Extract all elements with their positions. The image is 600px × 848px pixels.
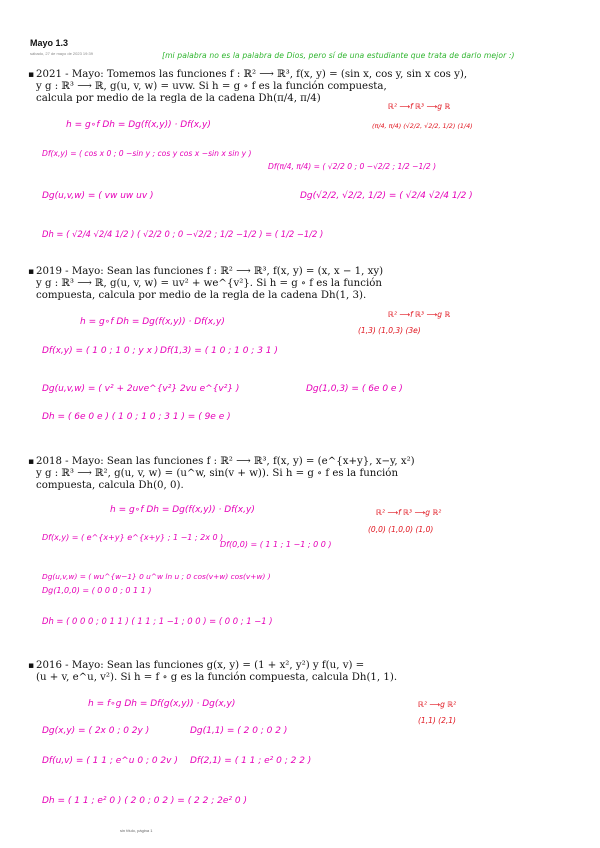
diagram-top: ℝ² ⟶f ℝ³ ⟶g ℝ² (376, 508, 442, 517)
diagram-top: ℝ² ⟶f ℝ³ ⟶g ℝ (388, 102, 451, 111)
statement-line: y g : ℝ³ ⟶ ℝ, g(u, v, w) = uv² + we^{v²}. Si h = g ∘ f es la función (36, 278, 382, 289)
statement-line: compuesta, calcula por medio de la regla de la cadena Dh(1, 3). (36, 290, 367, 301)
problem-2019 (28, 266, 576, 302)
statement-line: (u + v, e^u, v²). Si h = f ∘ g es la función compuesta, calcula Dh(1, 1). (36, 672, 398, 683)
handwritten-note: [mi palabra no es la palabra de Dios, pero sí de una estudiante que trata de darlo mejor :) (162, 51, 515, 60)
work-line: h = g∘f Dh = Dg(f(x,y)) · Df(x,y) (80, 317, 225, 327)
work-line: Df(x,y) = ( 1 0 ; 1 0 ; y x ) (42, 346, 159, 356)
diagram-bottom: (1,1) (2,1) (418, 716, 456, 725)
statement-line: calcula por medio de la regla de la cadena Dh(π/4, π/4) (36, 93, 321, 104)
work-line: h = g∘f Dh = Dg(f(x,y)) · Df(x,y) (110, 505, 255, 515)
bullet-icon: ▪ (28, 457, 35, 467)
work-line: Dg(1,0,0) = ( 0 0 0 ; 0 1 1 ) (42, 586, 152, 595)
work-line: Df(2,1) = ( 1 1 ; e² 0 ; 2 2 ) (190, 756, 312, 766)
work-line: h = f∘g Dh = Df(g(x,y)) · Dg(x,y) (88, 699, 236, 709)
bullet-icon: ▪ (28, 267, 35, 277)
work-line: Dg(√2/2, √2/2, 1/2) = ( √2/4 √2/4 1/2 ) (300, 191, 473, 201)
diagram-bottom: (1,3) (1,0,3) (3e) (358, 326, 421, 335)
work-line: Dh = ( 0 0 0 ; 0 1 1 ) ( 1 1 ; 1 −1 ; 0 0 ) = ( 0 0 ; 1 −1 ) (42, 616, 273, 626)
statement-line: 2018 - Mayo: Sean las funciones f : ℝ² ⟶ ℝ³, f(x, y) = (e^{x+y}, x−y, x²) (36, 456, 415, 467)
statement-line: y g : ℝ³ ⟶ ℝ, g(u, v, w) = uvw. Si h = g ∘ f es la función compuesta, (36, 81, 387, 92)
work-line: Df(0,0) = ( 1 1 ; 1 −1 ; 0 0 ) (220, 540, 332, 549)
statement-line: compuesta, calcula Dh(0, 0). (36, 480, 184, 491)
statement-line: 2016 - Mayo: Sean las funciones g(x, y) = (1 + x², y²) y f(u, v) = (36, 660, 365, 671)
problem-2016 (28, 660, 576, 684)
diagram-top: ℝ² ⟶f ℝ³ ⟶g ℝ (388, 310, 451, 319)
work-line: Dh = ( 1 1 ; e² 0 ) ( 2 0 ; 0 2 ) = ( 2 2 ; 2e² 0 ) (42, 796, 247, 806)
problem-2021 (28, 69, 576, 105)
diagram-bottom: (π/4, π/4) (√2/2, √2/2, 1/2) (1/4) (372, 122, 473, 130)
problem-2018 (28, 456, 576, 492)
page-footer: sin título, página 1 (120, 828, 153, 833)
work-line: Dg(1,1) = ( 2 0 ; 0 2 ) (190, 726, 288, 736)
work-line: Df(x,y) = ( cos x 0 ; 0 −sin y ; cos y cos x −sin x sin y ) (42, 149, 252, 158)
diagram-top: ℝ² ⟶g ℝ² (418, 700, 457, 709)
work-line: Dg(1,0,3) = ( 6e 0 e ) (306, 384, 403, 394)
bullet-icon: ▪ (28, 661, 35, 671)
page-date: sábado, 27 de mayo de 2023 19:39 (30, 51, 93, 56)
work-line: h = g∘f Dh = Dg(f(x,y)) · Df(x,y) (66, 120, 211, 130)
work-line: Dh = ( 6e 0 e ) ( 1 0 ; 1 0 ; 3 1 ) = ( 9e e ) (42, 412, 231, 422)
work-line: Dg(u,v,w) = ( v² + 2uve^{v²} 2vu e^{v²} ) (42, 384, 240, 394)
statement-line: 2019 - Mayo: Sean las funciones f : ℝ² ⟶ ℝ³, f(x, y) = (x, x − 1, xy) (36, 266, 384, 277)
work-line: Dg(u,v,w) = ( wu^{w−1} 0 u^w ln u ; 0 cos(v+w) cos(v+w) ) (42, 572, 271, 581)
work-line: Df(x,y) = ( e^{x+y} e^{x+y} ; 1 −1 ; 2x 0 ) (42, 533, 224, 542)
statement-line: 2021 - Mayo: Tomemos las funciones f : ℝ² ⟶ ℝ³, f(x, y) = (sin x, cos y, sin x cos y), (36, 69, 468, 80)
work-line: Df(u,v) = ( 1 1 ; e^u 0 ; 0 2v ) (42, 756, 178, 766)
work-line: Dg(u,v,w) = ( vw uw uv ) (42, 191, 154, 201)
statement-line: y g : ℝ³ ⟶ ℝ², g(u, v, w) = (u^w, sin(v + w)). Si h = g ∘ f es la función (36, 468, 399, 479)
work-line: Df(1,3) = ( 1 0 ; 1 0 ; 3 1 ) (160, 346, 278, 356)
diagram-bottom: (0,0) (1,0,0) (1,0) (368, 525, 434, 534)
bullet-icon: ▪ (28, 70, 35, 80)
work-line: Dh = ( √2/4 √2/4 1/2 ) ( √2/2 0 ; 0 −√2/2 ; 1/2 −1/2 ) = ( 1/2 −1/2 ) (42, 229, 324, 239)
work-line: Dg(x,y) = ( 2x 0 ; 0 2y ) (42, 726, 150, 736)
work-line: Df(π/4, π/4) = ( √2/2 0 ; 0 −√2/2 ; 1/2 −1/2 ) (268, 162, 437, 171)
page-title: Mayo 1.3 (30, 38, 69, 48)
